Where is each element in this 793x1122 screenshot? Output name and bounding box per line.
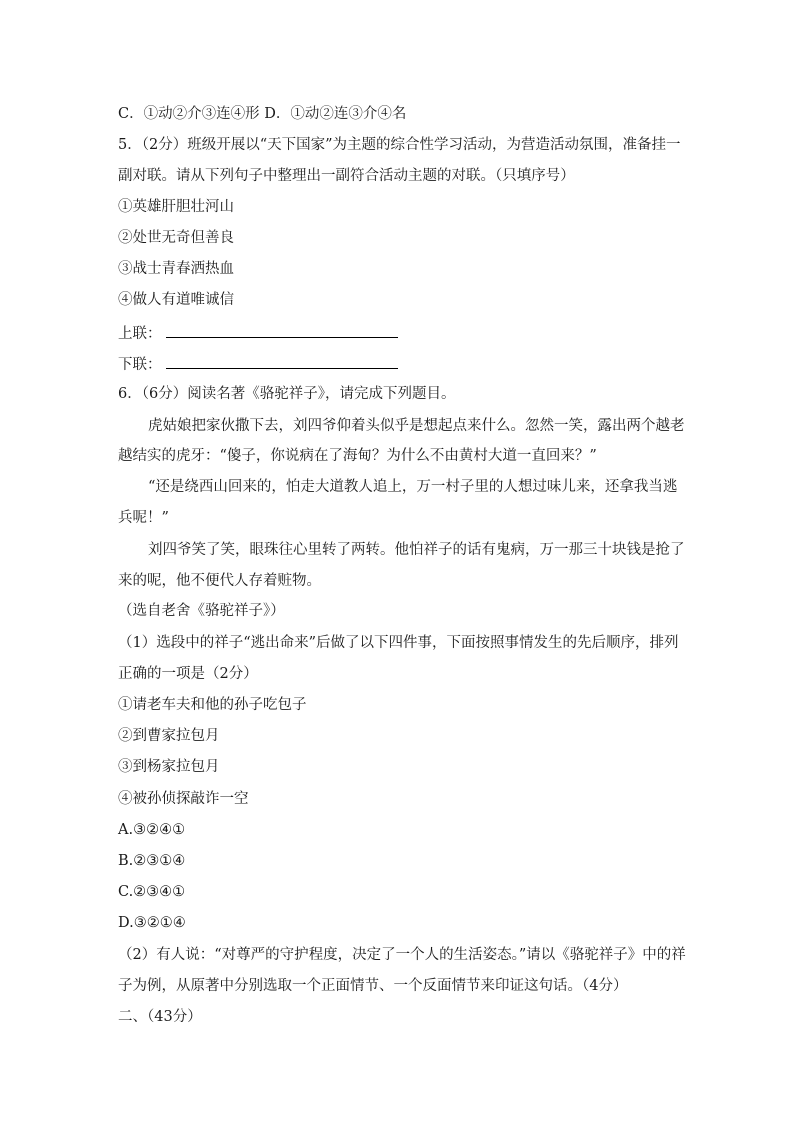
option-line-c-d: C．①动②介③连④形 D．①动②连③介④名 bbox=[118, 106, 407, 122]
sub-question-1-stem: （1）选段中的祥子“逃出命来”后做了以下四件事，下面按照事情发生的先后顺序，排列 bbox=[118, 635, 679, 651]
question-5-stem: 5．（2分）班级开展以“天下国家”为主题的综合性学习活动，为营造活动氛围，准备挂一 bbox=[118, 137, 681, 153]
couplet-sentence-1: ①英雄肝胆壮河山 bbox=[118, 199, 234, 215]
upper-couplet-blank[interactable] bbox=[166, 322, 398, 338]
passage-paragraph-3: 刘四爷笑了笑，眼珠往心里转了两转。他怕祥子的话有鬼病，万一那三十块钱是抢了 bbox=[148, 542, 685, 558]
passage-paragraph-2-cont: 兵呢！” bbox=[118, 510, 169, 526]
event-2: ②到曹家拉包月 bbox=[118, 728, 220, 744]
event-3: ③到杨家拉包月 bbox=[118, 759, 220, 775]
upper-couplet-label: 上联： bbox=[118, 326, 162, 342]
couplet-sentence-3: ③战士青春洒热血 bbox=[118, 261, 234, 277]
sub-question-2-stem: （2）有人说：“对尊严的守护程度，决定了一个人的生活姿态。”请以《骆驼祥子》中的祥 bbox=[118, 947, 686, 963]
couplet-sentence-2: ②处世无奇但善良 bbox=[118, 230, 234, 246]
lower-couplet-blank[interactable] bbox=[166, 353, 398, 369]
sub-question-1-stem-cont: 正确的一项是（2分） bbox=[118, 666, 258, 682]
lower-couplet-line bbox=[118, 353, 678, 375]
lower-couplet-label: 下联： bbox=[118, 357, 162, 373]
passage-paragraph-1: 虎姑娘把家伙撒下去，刘四爷仰着头似乎是想起点来什么。忽然一笑，露出两个越老 bbox=[148, 418, 685, 434]
section-2-heading: 二、（43分） bbox=[118, 1009, 202, 1025]
choice-b: B.②③①④ bbox=[118, 853, 186, 869]
passage-source: （选自老舍《骆驼祥子》） bbox=[118, 603, 285, 619]
choice-d: D.③②①④ bbox=[118, 915, 186, 931]
question-6-stem: 6．（6分）阅读名著《骆驼祥子》，请完成下列题目。 bbox=[118, 386, 456, 402]
passage-paragraph-1-cont: 越结实的虎牙：“傻子，你说病在了海甸？为什么不由黄村大道一直回来？” bbox=[118, 448, 597, 464]
event-1: ①请老车夫和他的孙子吃包子 bbox=[118, 697, 307, 713]
passage-paragraph-3-cont: 来的呢，他不便代人存着赃物。 bbox=[118, 573, 321, 589]
couplet-sentence-4: ④做人有道唯诚信 bbox=[118, 292, 234, 308]
passage-paragraph-2: “还是绕西山回来的，怕走大道教人追上，万一村子里的人想过味儿来，还拿我当逃 bbox=[148, 479, 678, 495]
sub-question-2-stem-cont: 子为例，从原著中分别选取一个正面情节、一个反面情节来印证这句话。（4分） bbox=[118, 978, 628, 994]
choice-c: C.②③④① bbox=[118, 884, 186, 900]
upper-couplet-line bbox=[118, 322, 678, 344]
event-4: ④被孙侦探敲诈一空 bbox=[118, 791, 249, 807]
question-5-stem-cont: 副对联。请从下列句子中整理出一副符合活动主题的对联。（只填序号） bbox=[118, 168, 575, 184]
choice-a: A.③②④① bbox=[118, 822, 186, 838]
